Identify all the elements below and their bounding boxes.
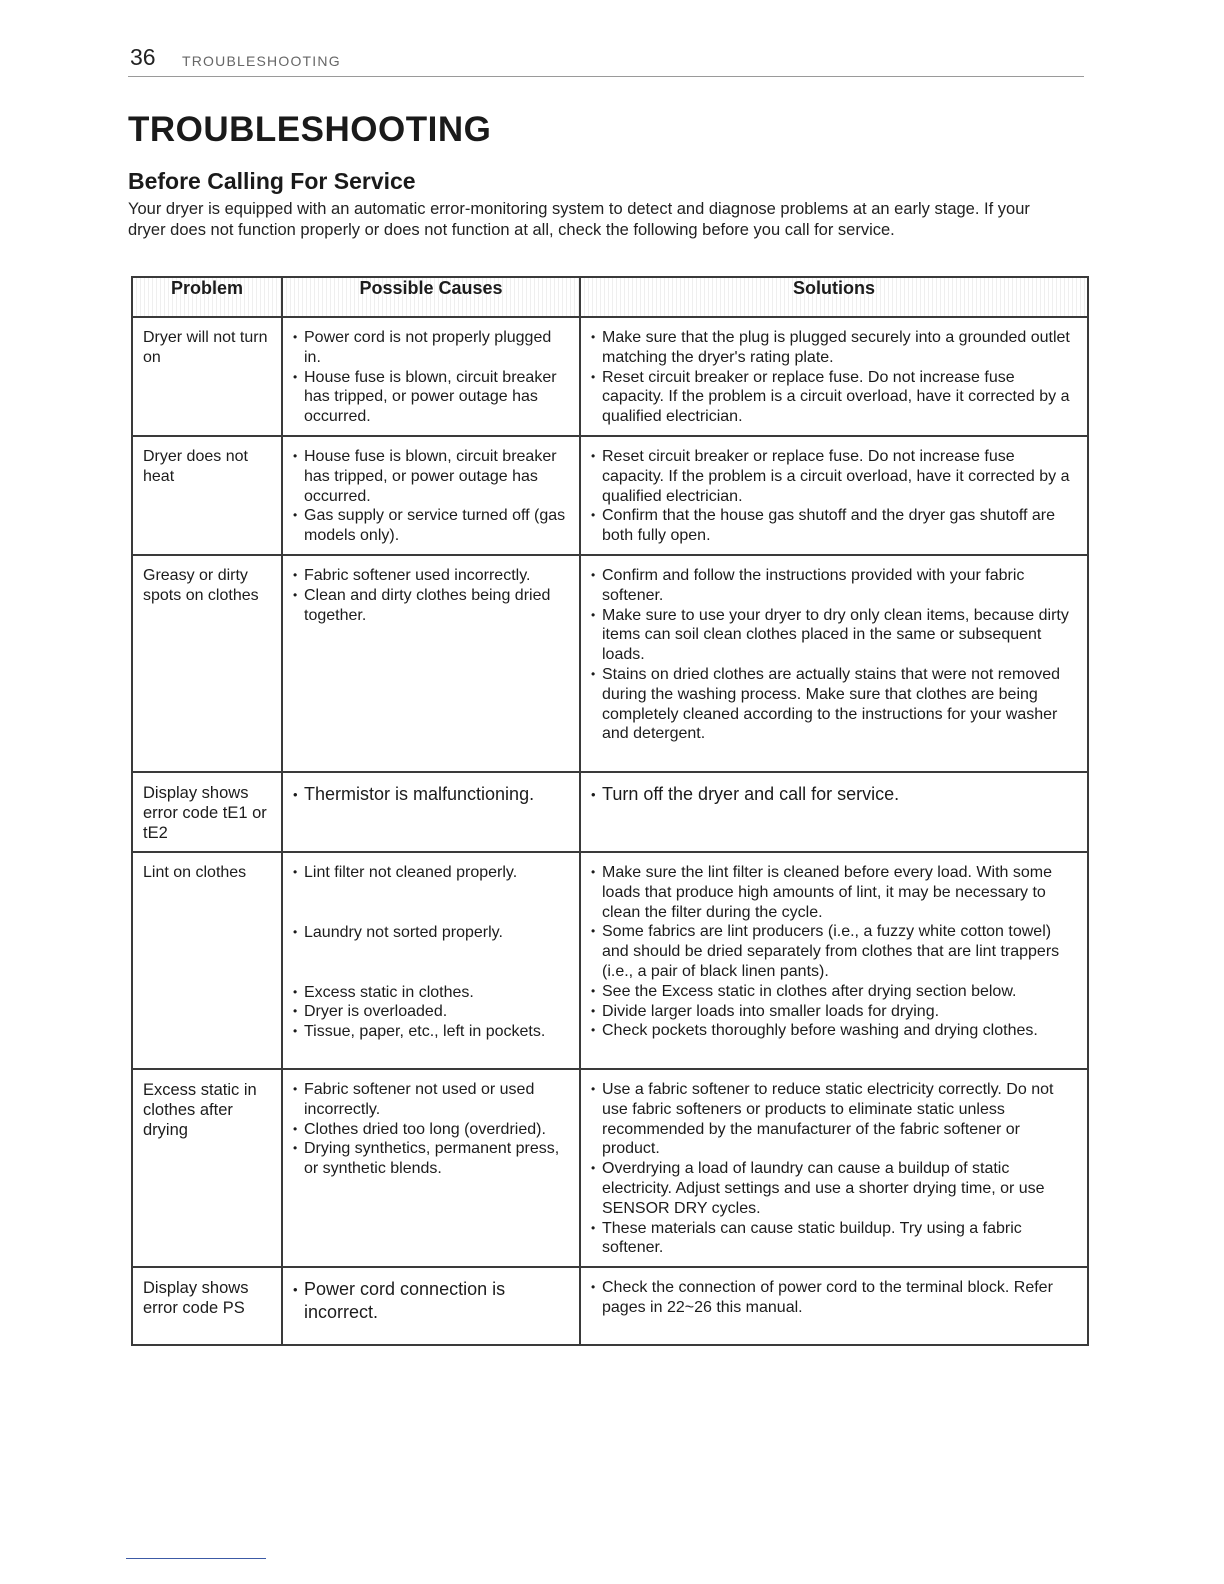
cause-item: • Tissue, paper, etc., left in pockets. bbox=[293, 1022, 571, 1042]
cause-item: • Clean and dirty clothes being dried together. bbox=[293, 586, 571, 626]
solutions-cell bbox=[580, 852, 1088, 1069]
solutions-cell bbox=[580, 436, 1088, 555]
table-header-row bbox=[132, 277, 1088, 317]
header-possible-causes: Possible Causes bbox=[282, 277, 580, 317]
solution-item: • Reset circuit breaker or replace fuse. Do not increase fuse capacity. If the problem is a circuit overload, have it corrected by a qualified electrician. bbox=[591, 447, 1079, 506]
solution-item: • Confirm that the house gas shutoff and the dryer gas shutoff are both fully open. bbox=[591, 506, 1079, 546]
table-row bbox=[132, 1069, 1088, 1267]
cause-item: • Fabric softener not used or used incorrectly. bbox=[293, 1080, 571, 1120]
problem-cell: Display shows error code PS bbox=[132, 1267, 282, 1345]
solution-item: • Check the connection of power cord to the terminal block. Refer pages in 22~26 this manual. bbox=[591, 1278, 1079, 1318]
table-row bbox=[132, 1267, 1088, 1345]
solution-item: • Use a fabric softener to reduce static electricity correctly. Do not use fabric softeners or products to eliminate static unless recommended by the manufacturer of the fabric softener or product. bbox=[591, 1080, 1079, 1159]
cause-item: • Drying synthetics, permanent press, or synthetic blends. bbox=[293, 1139, 571, 1179]
solution-item: • Divide larger loads into smaller loads for drying. bbox=[591, 1002, 1079, 1022]
cause-item: • Lint filter not cleaned properly. bbox=[293, 863, 571, 883]
problem-cell: Dryer does not heat bbox=[132, 436, 282, 555]
page-header bbox=[128, 44, 1084, 77]
cause-item: • Laundry not sorted properly. bbox=[293, 923, 571, 943]
problem-cell: Greasy or dirty spots on clothes bbox=[132, 555, 282, 772]
solutions-cell bbox=[580, 555, 1088, 772]
header-solutions: Solutions bbox=[580, 277, 1088, 317]
solution-item: • Make sure that the plug is plugged securely into a grounded outlet matching the dryer's rating plate. bbox=[591, 328, 1079, 368]
cause-item: • House fuse is blown, circuit breaker has tripped, or power outage has occurred. bbox=[293, 368, 571, 427]
problem-cell: Display shows error code tE1 or tE2 bbox=[132, 772, 282, 852]
section-label: TROUBLESHOOTING bbox=[182, 53, 341, 69]
cause-item: • House fuse is blown, circuit breaker has tripped, or power outage has occurred. bbox=[293, 447, 571, 506]
cause-item: • Fabric softener used incorrectly. bbox=[293, 566, 571, 586]
footer-rule bbox=[126, 1558, 266, 1559]
solution-item: • Overdrying a load of laundry can cause a buildup of static electricity. Adjust settings and use a shorter drying time, or use SENSOR DRY cycles. bbox=[591, 1159, 1079, 1218]
cause-item: • Thermistor is malfunctioning. bbox=[293, 783, 571, 806]
cause-item: • Clothes dried too long (overdried). bbox=[293, 1120, 571, 1140]
table-row bbox=[132, 317, 1088, 436]
causes-cell bbox=[282, 317, 580, 436]
solution-item: • See the Excess static in clothes after drying section below. bbox=[591, 982, 1079, 1002]
page-title: TROUBLESHOOTING bbox=[128, 110, 492, 149]
table-row bbox=[132, 852, 1088, 1069]
causes-cell bbox=[282, 555, 580, 772]
problem-cell: Excess static in clothes after drying bbox=[132, 1069, 282, 1267]
solutions-cell bbox=[580, 1069, 1088, 1267]
intro-paragraph: Your dryer is equipped with an automatic error-monitoring system to detect and diagnose problems at an early stage. If your dryer does not function properly or does not function at all, check the following before you call for service. bbox=[128, 200, 1030, 239]
causes-cell bbox=[282, 1267, 580, 1345]
cause-item: • Power cord is not properly plugged in. bbox=[293, 328, 571, 368]
problem-cell: Lint on clothes bbox=[132, 852, 282, 1069]
cause-item: • Excess static in clothes. bbox=[293, 983, 571, 1003]
solution-item: • Check pockets thoroughly before washing and drying clothes. bbox=[591, 1021, 1079, 1041]
solution-item: • Make sure the lint filter is cleaned before every load. With some loads that produce high amounts of lint, it may be necessary to clean the filter during the cycle. bbox=[591, 863, 1079, 922]
table-row bbox=[132, 555, 1088, 772]
solution-item: • These materials can cause static buildup. Try using a fabric softener. bbox=[591, 1219, 1079, 1259]
section-subtitle: Before Calling For Service bbox=[128, 168, 416, 194]
causes-cell bbox=[282, 852, 580, 1069]
solution-item: • Some fabrics are lint producers (i.e., a fuzzy white cotton towel) and should be dried separately from clothes that are lint trappers (i.e., a pair of black linen pants). bbox=[591, 922, 1079, 981]
header-problem: Problem bbox=[132, 277, 282, 317]
solution-item: • Stains on dried clothes are actually stains that were not removed during the washing process. Make sure that clothes are being completely cleaned according to the instructions for your washer and detergent. bbox=[591, 665, 1079, 744]
solution-item: • Make sure to use your dryer to dry only clean items, because dirty items can soil clean clothes placed in the same or subsequent loads. bbox=[591, 606, 1079, 665]
problem-cell: Dryer will not turn on bbox=[132, 317, 282, 436]
causes-cell bbox=[282, 1069, 580, 1267]
solutions-cell bbox=[580, 1267, 1088, 1345]
cause-item: • Dryer is overloaded. bbox=[293, 1002, 571, 1022]
troubleshooting-table bbox=[131, 276, 1089, 1346]
table-row bbox=[132, 772, 1088, 852]
page-number: 36 bbox=[130, 44, 156, 70]
cause-item: • Power cord connection is incorrect. bbox=[293, 1278, 571, 1324]
solution-item: • Turn off the dryer and call for service. bbox=[591, 783, 1079, 806]
table-row bbox=[132, 436, 1088, 555]
cause-item: • Gas supply or service turned off (gas models only). bbox=[293, 506, 571, 546]
solution-item: • Reset circuit breaker or replace fuse. Do not increase fuse capacity. If the problem is a circuit overload, have it corrected by a qualified electrician. bbox=[591, 368, 1079, 427]
solution-item: • Confirm and follow the instructions provided with your fabric softener. bbox=[591, 566, 1079, 606]
causes-cell bbox=[282, 436, 580, 555]
causes-cell bbox=[282, 772, 580, 852]
solutions-cell bbox=[580, 317, 1088, 436]
solutions-cell bbox=[580, 772, 1088, 852]
